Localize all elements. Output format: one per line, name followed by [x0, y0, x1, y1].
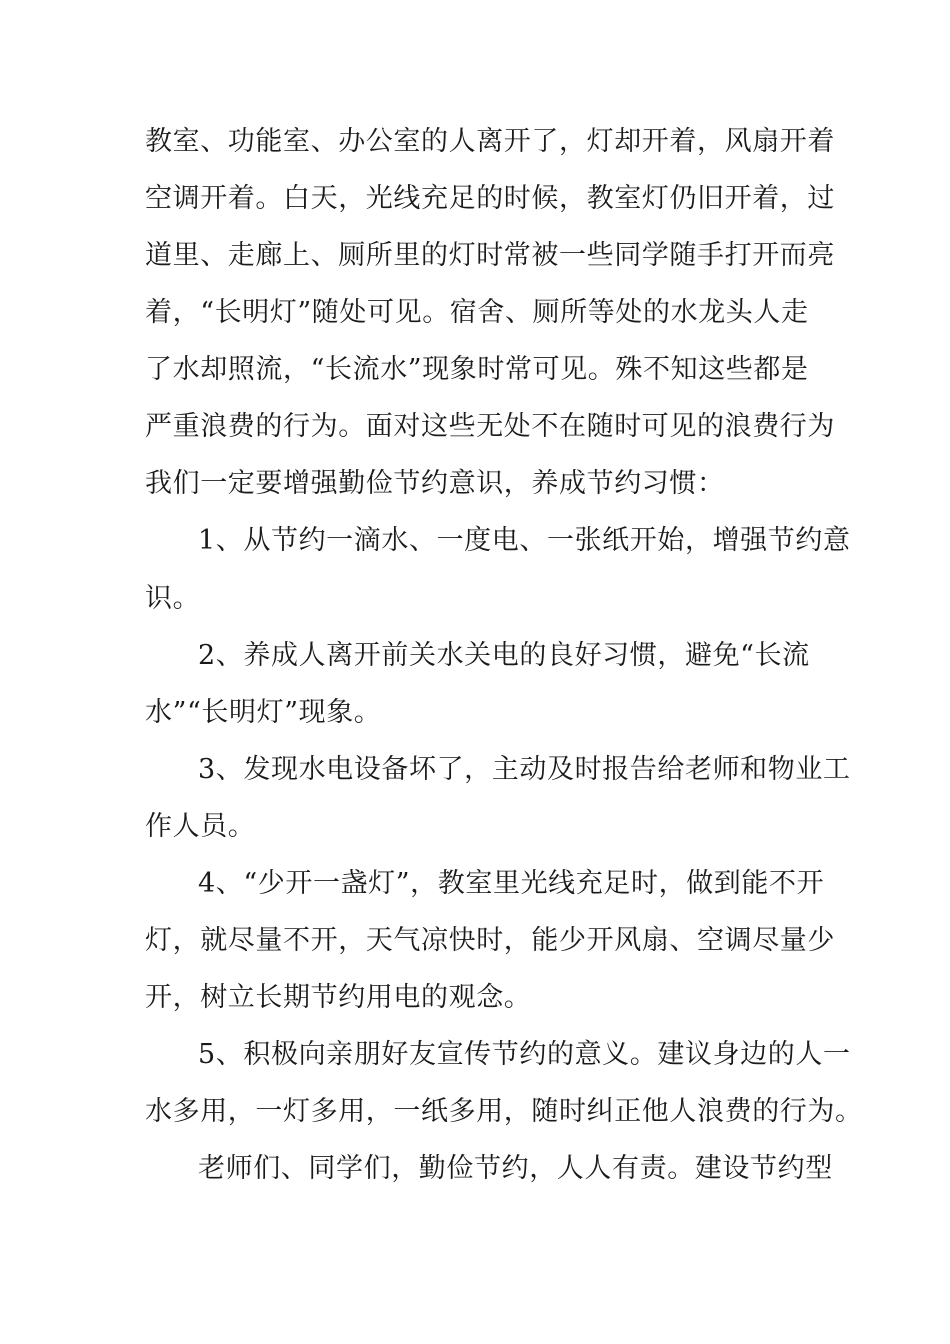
list-item-3-line: 作人员。 — [145, 811, 256, 842]
text-line: 我们一定要增强勤俭节约意识，养成节约习惯： — [145, 468, 725, 499]
closing-paragraph-line: 老师们、同学们，勤俭节约，人人有责。建设节约型 — [198, 1153, 833, 1184]
text-line: 空调开着。白天，光线充足的时候，教室灯仍旧开着，过 — [145, 183, 835, 214]
list-item-5-line: 5、积极向亲朋好友宣传节约的意义。建议身边的人一 — [198, 1039, 851, 1070]
text-line: 道里、走廊上、厕所里的灯时常被一些同学随手打开而亮 — [145, 240, 835, 271]
list-item-5-line: 水多用，一灯多用，一纸多用，随时纠正他人浪费的行为。 — [145, 1096, 863, 1127]
list-item-2-line: 水”“长明灯”现象。 — [145, 697, 382, 728]
list-item-3-line: 3、发现水电设备坏了，主动及时报告给老师和物业工 — [198, 754, 851, 785]
text-line: 严重浪费的行为。面对这些无处不在随时可见的浪费行为 — [145, 411, 835, 442]
text-line: 教室、功能室、办公室的人离开了，灯却开着，风扇开着 — [145, 126, 835, 157]
text-line: 着，“长明灯”随处可见。宿舍、厕所等处的水龙头人走 — [145, 297, 809, 328]
list-item-4-line: 灯，就尽量不开，天气凉快时，能少开风扇、空调尽量少 — [145, 925, 835, 956]
list-item-1-line: 1、从节约一滴水、一度电、一张纸开始，增强节约意 — [198, 525, 851, 556]
list-item-1-line: 识。 — [145, 583, 201, 614]
list-item-2-line: 2、养成人离开前关水关电的良好习惯，避免“长流 — [198, 640, 810, 671]
list-item-4-line: 开，树立长期节约用电的观念。 — [145, 982, 532, 1013]
list-item-4-line: 4、“少开一盏灯”，教室里光线充足时，做到能不开 — [198, 868, 825, 899]
text-line: 了水却照流，“长流水”现象时常可见。殊不知这些都是 — [145, 354, 809, 385]
